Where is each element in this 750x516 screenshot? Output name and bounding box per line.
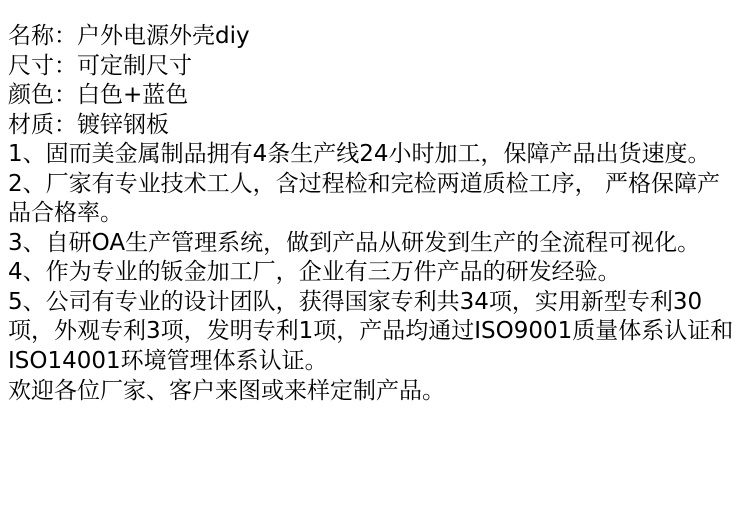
feature-paragraph-2: 2、厂家有专业技术工人，含过程检和完检两道质检工序， 严格保障产品合格率。: [8, 170, 720, 226]
feature-paragraph-1: 1、固而美金属制品拥有4条生产线24小时加工，保障产品出货速度。: [8, 141, 711, 167]
spec-line-name: 名称：户外电源外壳diy: [8, 23, 250, 49]
spec-line-material: 材质：镀锌钢板: [8, 111, 169, 138]
feature-paragraph-5: 5、公司有专业的设计团队，获得国家专利共34项，实用新型专利30项，外观专利3项，发明专利1项，产品均通过ISO9001质量体系认证和ISO14001环境管理体系认证。: [8, 288, 734, 374]
feature-paragraph-3: 3、自研OA生产管理系统，做到产品从研发到生产的全流程可视化。: [8, 229, 701, 256]
feature-paragraph-4: 4、作为专业的钣金加工厂，企业有三万件产品的研发经验。: [8, 259, 621, 285]
spec-line-color: 颜色：白色+蓝色: [8, 82, 189, 108]
spec-line-size: 尺寸：可定制尺寸: [8, 52, 192, 79]
closing-statement: 欢迎各位厂家、客户来图或来样定制产品。: [8, 378, 445, 404]
